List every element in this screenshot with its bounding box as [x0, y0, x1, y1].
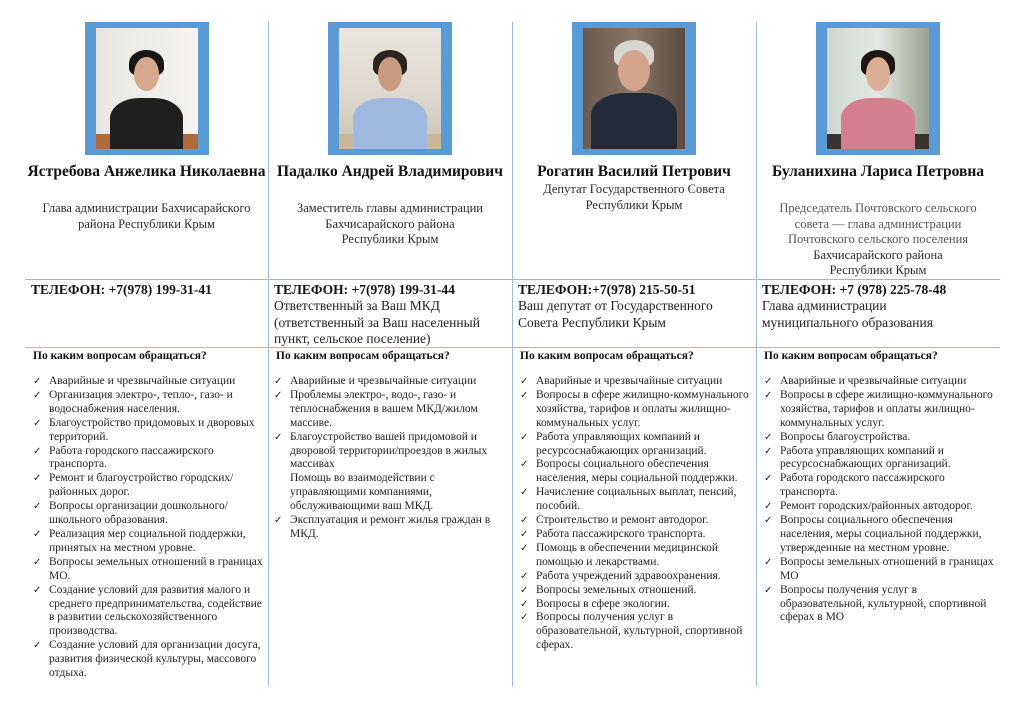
- topic-item: [514, 570, 752, 584]
- checkmark-icon: ✓: [33, 528, 42, 540]
- checkmark-icon: ✓: [520, 612, 529, 624]
- topic-text: Вопросы социального обеспечения населения, меры социальной поддержки.: [536, 458, 738, 485]
- checkmark-icon: ✓: [520, 570, 529, 582]
- topic-text: Благоустройство придомовых и дворовых территорий.: [49, 416, 255, 443]
- topic-text: Создание условий для развития малого и среднего предпринимательства, содействие в развитии сельскохозяйственного производства.: [49, 583, 262, 638]
- topic-text: Вопросы в сфере жилищно-коммунального хозяйства, тарифов и оплаты жилищно-коммунальных услуг.: [536, 388, 749, 429]
- checkmark-icon: ✓: [274, 389, 283, 401]
- topic-item: [514, 528, 752, 542]
- topic-item: [758, 514, 996, 556]
- phone-number[interactable]: ТЕЛЕФОН: +7(978) 199-31-44: [274, 282, 455, 297]
- topic-text: Организация электро-, тепло-, газо- и водоснабжения населения.: [49, 388, 233, 415]
- phone-block: [31, 282, 264, 298]
- topic-text: Работа пассажирского транспорта.: [536, 527, 706, 540]
- topic-text: Вопросы в сфере экологии.: [536, 597, 670, 610]
- role-line: района Республики Крым: [78, 216, 215, 231]
- topics-list: [27, 375, 264, 681]
- topic-item: [758, 500, 996, 514]
- checkmark-icon: ✓: [764, 501, 773, 513]
- topic-text: Создание условий для организации досуга, развития физической культуры, массового отдыха.: [49, 639, 261, 680]
- topic-item: [27, 556, 264, 584]
- topic-item: [514, 486, 752, 514]
- person-photo: [328, 22, 452, 155]
- checkmark-icon: ✓: [520, 389, 529, 401]
- topic-item: [268, 431, 508, 473]
- topic-item: [27, 500, 264, 528]
- topic-item: [514, 389, 752, 431]
- role-line: Бахчисарайского района: [813, 247, 943, 262]
- checkmark-icon: ✓: [274, 431, 283, 443]
- phone-number[interactable]: ТЕЛЕФОН: +7(978) 199-31-41: [31, 282, 212, 297]
- topic-item: [514, 542, 752, 570]
- topic-item: [758, 556, 996, 584]
- checkmark-icon: ✓: [764, 445, 773, 457]
- topic-text: Вопросы земельных отношений в границах МО: [780, 555, 994, 582]
- phone-desc-line: пункт, сельское поселение): [274, 331, 431, 346]
- topic-text: Вопросы земельных отношений.: [536, 583, 697, 596]
- checkmark-icon: ✓: [764, 431, 773, 443]
- topic-item: [27, 417, 264, 445]
- checkmark-icon: ✓: [33, 417, 42, 429]
- topic-text: Вопросы в сфере жилищно-коммунального хозяйства, тарифов и оплаты жилищно-коммунальных услуг.: [780, 388, 993, 429]
- person-name: Падалко Андрей Владимирович: [277, 163, 503, 180]
- topic-text: Ремонт городских/районных автодорог.: [780, 500, 973, 513]
- role-line: Бахчисарайского района: [325, 216, 455, 231]
- phone-description: [762, 298, 996, 331]
- topic-text: Помощь во взаимодействии с управляющими компаниями, обслуживающими ваш МКД.: [290, 472, 435, 513]
- topic-item: [27, 375, 264, 389]
- checkmark-icon: ✓: [764, 389, 773, 401]
- role-line: Республики Крым: [585, 197, 683, 212]
- topic-text: Проблемы электро-, водо-, газо- и теплоснабжения в вашем МКД/жилом массиве.: [290, 388, 478, 429]
- topic-item: [758, 445, 996, 473]
- person-name: Буланихина Лариса Петровна: [771, 163, 985, 180]
- person-role: [25, 201, 268, 232]
- contact-card: [268, 22, 512, 686]
- checkmark-icon: ✓: [520, 542, 529, 554]
- role-line: Республики Крым: [341, 232, 439, 246]
- contact-card: [25, 22, 268, 686]
- topic-text: Вопросы получения услуг в образовательной, культурной, спортивной сферах.: [536, 611, 743, 652]
- phone-desc-line: Ваш депутат от Государственного: [518, 298, 713, 313]
- topic-text: Эксплуатация и ремонт жилья граждан в МКД.: [290, 514, 491, 540]
- contact-card: [512, 22, 756, 686]
- checkmark-icon: ✓: [520, 528, 529, 540]
- photo-portrait: [339, 28, 441, 149]
- topic-text: Аварийные и чрезвычайные ситуации: [536, 375, 723, 387]
- checkmark-icon: ✓: [764, 584, 773, 596]
- questions-title: По каким вопросам обращаться?: [276, 350, 450, 362]
- phone-desc-line: Ответственный за Ваш МКД: [274, 298, 440, 313]
- checkmark-icon: ✓: [764, 556, 773, 568]
- questions-title: По каким вопросам обращаться?: [520, 350, 694, 362]
- topic-item: [514, 584, 752, 598]
- topics-list: [758, 375, 996, 625]
- checkmark-icon: ✓: [764, 515, 773, 527]
- checkmark-icon: ✓: [520, 598, 529, 610]
- topic-text: Благоустройство вашей придомовой и дворовой территории/проездов в жилых массивах: [290, 430, 488, 471]
- topic-text: Работа управляющих компаний и ресурсоснабжающих организаций.: [780, 444, 951, 471]
- person-role: [512, 182, 756, 213]
- topic-item: [758, 375, 996, 389]
- photo-portrait: [827, 28, 929, 149]
- phone-number[interactable]: ТЕЛЕФОН:+7(978) 215-50-51: [518, 282, 696, 297]
- phone-desc-line: муниципального образования: [762, 314, 933, 330]
- topic-text: Аварийные и чрезвычайные ситуации: [49, 375, 236, 387]
- topic-text: Вопросы земельных отношений в границах МО.: [49, 555, 263, 582]
- checkmark-icon: ✓: [33, 389, 42, 401]
- phone-block: [762, 282, 996, 331]
- topic-text: Работа городского пассажирского транспорта.: [49, 444, 214, 471]
- topic-item: [514, 611, 752, 653]
- topic-text: Начисление социальных выплат, пенсий, пособий.: [536, 486, 737, 513]
- phone-description: [518, 298, 752, 331]
- person-photo: [572, 22, 696, 155]
- role-line: Республики Крым: [829, 263, 927, 277]
- topic-item: [268, 389, 508, 431]
- person-name: Ястребова Анжелика Николаевна: [27, 163, 266, 180]
- topic-item: [514, 431, 752, 459]
- checkmark-icon: ✓: [520, 584, 529, 596]
- topic-item: [514, 598, 752, 612]
- checkmark-icon: ✓: [33, 556, 42, 568]
- topic-text: Вопросы социального обеспечения населения, меры социальной поддержки, утвержденные на местном уровне.: [780, 514, 982, 554]
- topic-item: [514, 375, 752, 389]
- questions-title: По каким вопросам обращаться?: [33, 350, 207, 362]
- phone-desc-line: (ответственный за Ваш населенный: [274, 314, 480, 330]
- checkmark-icon: ✓: [520, 459, 529, 471]
- person-role: [268, 201, 512, 248]
- topic-item: [758, 584, 996, 626]
- person-photo: [85, 22, 209, 155]
- phone-block: [274, 282, 508, 348]
- topic-item: [268, 514, 508, 542]
- topic-item: [758, 431, 996, 445]
- phone-description: [274, 298, 508, 348]
- role-line: Председатель Почтовского сельского: [779, 201, 977, 215]
- topic-item: [514, 514, 752, 528]
- role-line: совета — глава администрации: [794, 216, 962, 231]
- checkmark-icon: ✓: [520, 376, 529, 387]
- topic-item: [27, 528, 264, 556]
- topic-text: Вопросы получения услуг в образовательной, культурной, спортивной сферах в МО: [780, 583, 987, 624]
- phone-number[interactable]: ТЕЛЕФОН: +7 (978) 225-78-48: [762, 282, 947, 297]
- checkmark-icon: ✓: [520, 431, 529, 443]
- topic-text: Вопросы благоустройства.: [780, 430, 911, 443]
- questions-title: По каким вопросам обращаться?: [764, 350, 938, 362]
- checkmark-icon: ✓: [33, 473, 42, 485]
- topic-item: [268, 472, 508, 514]
- topic-text: Работа городского пассажирского транспорта.: [780, 472, 945, 499]
- checkmark-icon: ✓: [520, 487, 529, 499]
- checkmark-icon: ✓: [33, 640, 42, 652]
- topic-text: Ремонт и благоустройство городских/районных дорог.: [49, 472, 234, 499]
- topic-text: Вопросы организации дошкольного/школьного образования.: [49, 500, 229, 527]
- topic-item: [27, 389, 264, 417]
- topic-text: Аварийные и чрезвычайные ситуации: [290, 375, 477, 387]
- checkmark-icon: ✓: [274, 515, 283, 527]
- role-line: Депутат Государственного Совета: [543, 182, 725, 196]
- person-name: Рогатин Василий Петрович: [537, 163, 731, 180]
- checkmark-icon: ✓: [520, 515, 529, 527]
- person-role: [756, 201, 1000, 279]
- topic-item: [27, 584, 264, 640]
- checkmark-icon: ✓: [33, 445, 42, 457]
- checkmark-icon: ✓: [33, 584, 42, 596]
- photo-portrait: [96, 28, 198, 149]
- topic-item: [758, 472, 996, 500]
- topic-item: [27, 472, 264, 500]
- checkmark-icon: ✓: [764, 376, 773, 387]
- topic-item: [27, 639, 264, 681]
- contact-card: [756, 22, 1000, 686]
- topics-list: [514, 375, 752, 653]
- contacts-sheet: [25, 22, 1000, 686]
- photo-portrait: [583, 28, 685, 149]
- phone-desc-line: Совета Республики Крым: [518, 314, 666, 330]
- phone-block: [518, 282, 752, 331]
- topic-item: [514, 458, 752, 486]
- topic-text: Работа учреждений здравоохранения.: [536, 569, 721, 582]
- topics-list: [268, 375, 508, 542]
- checkmark-icon: ✓: [33, 501, 42, 513]
- phone-desc-line: Глава администрации: [762, 298, 887, 313]
- topic-text: Аварийные и чрезвычайные ситуации: [780, 375, 967, 387]
- role-line: Заместитель главы администрации: [297, 201, 483, 215]
- topic-item: [758, 389, 996, 431]
- checkmark-icon: ✓: [33, 376, 42, 387]
- topic-text: Работа управляющих компаний и ресурсоснабжающих организаций.: [536, 430, 707, 457]
- checkmark-icon: ✓: [274, 376, 283, 387]
- topic-item: [268, 375, 508, 389]
- checkmark-icon: ✓: [764, 473, 773, 485]
- topic-item: [27, 445, 264, 473]
- topic-text: Помощь в обеспечении медицинской помощью и лекарствами.: [536, 541, 718, 568]
- topic-text: Реализация мер социальной поддержки, принятых на местном уровне.: [49, 527, 246, 554]
- role-line: Глава администрации Бахчисарайского: [42, 201, 251, 215]
- role-line: Почтовского сельского поселения: [787, 232, 969, 246]
- topic-text: Строительство и ремонт автодорог.: [536, 514, 709, 527]
- person-photo: [816, 22, 940, 155]
